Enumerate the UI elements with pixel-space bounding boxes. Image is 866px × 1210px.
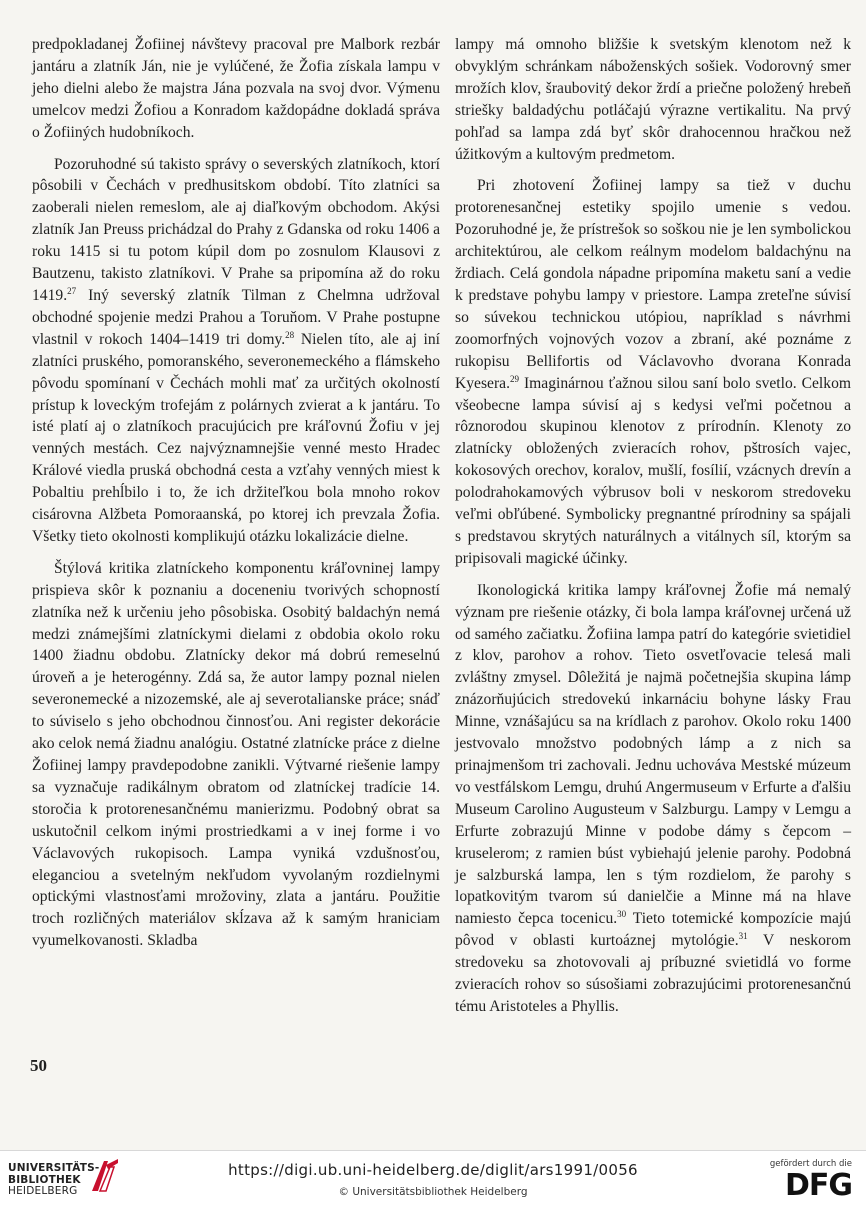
footnote-reference: 28 [285,329,295,340]
footnote-reference: 29 [509,373,519,384]
paragraph-text: Štýlová kritika zlatníckeho komponentu kráľovninej lampy prispieva skôr k poznaniu a doceneniu tvorivých schopností zlatníka než k určeniu jeho pôsobiska. Osobitý baldachýn nemá medzi známejšími zlatníckymi dielami z obdobia okolo roku 1400 žiadnu obdobu. Zlatnícky dekor má dobrú remeselnú úroveň a je heterogénny. Zdá sa, že autor lampy poznal nielen severonemecké a nizozemské, ale aj severotalianske práce; snáď to súviselo s jeho obchodnou činnosťou. Ani register dekorácie ako celok nemá žiadnu analógiu. Ostatné zlatnícke práce z dielne Žofiinej lampy pravdepodobne zanikli. Výtvarné riešenie lampy sa vyznačuje radikálnym obratom od zlatníckej tradície 14. storočia k protorenesančnému manierizmu. Podobný obrat sa uskutočnil celkom inými prostriedkami a v inej forme i vo Václavových rukopisoch. Lampa vyniká vzdušnosťou, eleganciou a svetelným nekľudom vyvolaným rozdielnymi optickými vlastnosťami mrožoviny, zlata a jantáru. Použitie troch rozličných materiálov skĺzava až k samým hraniciam vyumelkovanosti. Skladba [32,559,440,950]
copyright-notice: © Universitätsbibliothek Heidelberg [338,1186,528,1198]
funding-note: gefördert durch die [769,1159,852,1169]
paragraph-text: Imaginárnou ťažnou silou saní bolo svetlo. Celkom všeobecne lampa súvisí aj s kedysi veľmi početnou a rôznorodou skupinou klenotov z prírodnín. Klenoty zo zlatnícky obložených zvieracích rohov, pštrosích vajec, kokosových orechov, koralov, mušlí, fosílií, vzácnych drevín a polodrahokamových výbrusov boli v neskorom stredoveku veľmi obľúbené. Symbolicky pregnantné prírodniny sa spájali s predstavou skrytých naturálnych a vitálnych síl, ktorým sa pripisovali magické účinky. [455,374,851,567]
library-name-line3: HEIDELBERG [8,1185,78,1197]
paragraph [32,34,440,144]
viewer-footer [0,1150,866,1210]
paragraph-text: Pri zhotovení Žofiinej lampy sa tiež v duchu protorenesančnej estetiky spojilo umenie s vedou. Pozoruhodné je, že prístrešok so soškou nie je len symbolickou architektúrou, ale celkom reálnym modelom baldachýnu na žrdiach. Celá gondola nápadne pripomína maketu saní a vedie k predstave pohybu lampy v priestore. Lampa zreteľne súvisí so súvekou technickou utópiou, napríklad s návrhmi zoomorfných vojnových vozov a zbraní, aké poznáme z rukopisu Bellifortis od Václavovho dvorana Konrada Kyesera. [455,177,851,392]
paragraph-text: Nielen títo, ale aj iní zlatníci pruského, pomoranského, severonemeckého a flámskeho pôvodu spomínaní v Čechách mohli mať za určitých okolností prístup k loveckým trofejám z polárnych zvierat a k jantáru. To isté platí aj o zlatníkoch pracujúcich pre kráľovnú Žofiu v jej venných mestách. Cez najvýznamnejšie venné mesto Hradec Králové viedla pruská obchodná cesta a vzťahy venných miest k Pobaltiu prehĺbilo i to, že ich držiteľkou bola mnoho rokov cisárovna Alžbeta Pomoraanská, po ktorej ich prevzala Žofia. Všetky tieto okolnosti komplikujú otázku lokalizácie dielne. [32,330,440,545]
paragraph-text: Iný severský zlatník Tilman z Chelmna udržoval obchodné spojenie medzi Prahou a Toruňom. V Prahe postupne vlastnil v rokoch 1404–1419 tri domy. [32,286,440,348]
page-number: 50 [30,1056,47,1075]
permalink-url[interactable]: https://digi.ub.uni-heidelberg.de/diglit/ars1991/0056 [228,1161,638,1179]
paragraph-text: lampy má omnoho bližšie k svetským klenotom než k obvyklým schránkam náboženských sošiek. Vodorovný smer mrožích klov, šraubovitý dekor žrdí a priečne položený hrebeň striešky baldadýchu potláčajú výrazne vertikalitu. Na prvý pohľad sa lampa zdá byť skôr drahocennou hračkou než úžitkovým a kultovým predmetom. [455,36,851,163]
paragraph-text: V neskorom stredoveku sa zhotovovali aj príbuzné svietidlá vo forme zvieracích rohov so súsošiami zobrazujúcimi protorenesančnú tému Aristoteles a Phyllis. [455,932,851,1015]
paragraph-text: Pozoruhodné sú takisto správy o severských zlatníkoch, ktorí pôsobili v Čechách v predhusitskom období. Títo zlatníci sa zaoberali nielen remeslom, ale aj diaľkovým obchodom. Akýsi zlatník Jan Preuss prichádzal do Prahy z Gdanska od roku 1406 a roku 1415 si tu potom kúpil dom po zosnulom Klausovi z Bautzenu, takisto zlatníkovi. V Prahe sa pripomína až do roku 1419. [32,155,440,304]
paragraph-text: Tieto totemické kompozície majú pôvod v oblasti kurtoáznej mytológie. [455,910,851,950]
paragraph-text: predpokladanej Žofiinej návštevy pracoval pre Malbork rezbár jantáru a zlatník Ján, nie je vylúčené, že Žofia získala lampu v jeho dielni alebo že majstra Jána pozvala na svoj dvor. Výmenu umelcov medzi Žofiou a Konradom každopádne dokladá správa o Žofiiných hudobníkoch. [32,36,440,141]
paragraph [32,558,440,952]
footnote-reference: 31 [738,931,748,942]
footnote-reference: 27 [67,285,77,296]
library-name-line2: BIBLIOTHEK [8,1173,81,1186]
right-column [455,34,851,1018]
left-column [32,34,440,952]
footnote-reference: 30 [617,909,627,920]
dfg-logo[interactable]: DFG [784,1168,852,1203]
paragraph-text: Ikonologická kritika lampy kráľovnej Žofie má nemalý význam pre riešenie otázky, či bola lampa kráľovnej určená už od samého začiatku. Žofiina lampa patrí do kategórie svietidiel z klov, parohov a rohov. Tieto osvetľovacie telesá mali zvláštny zmysel. Dôležitá je najmä početnejšia skupina lámp znázorňujúcich stredovekú inkarnáciu bohyne lásky Frau Minne, vznášajúcu sa na krídlach z parohov. Okolo roku 1400 jestvovalo množstvo podobných lámp a z nich sa prinajmenšom tri zachovali. Jednu uchováva Mestské múzeum vo vestfálskom Lemgu, druhú Angermuseum v Erfurte a ďalšiu Museum Carolino Augusteum v Salzburgu. Lampy v Lemgu a Erfurte zobrazujú Minne v podobe dámy s čepcom – kruselerom; z ramien búst vybiehajú jelenie parohy. Podobná je salzburská lampa, len s tým rozdielom, že parohy s lopatkovitým tvarom sú danielčie a Minne má na hlave namiesto čepca tocenicu. [455,581,851,928]
library-name-line1: UNIVERSITÄTS- [8,1162,100,1174]
paragraph [455,34,851,165]
paragraph [455,580,851,1018]
paragraph [455,175,851,569]
paragraph [32,154,440,548]
